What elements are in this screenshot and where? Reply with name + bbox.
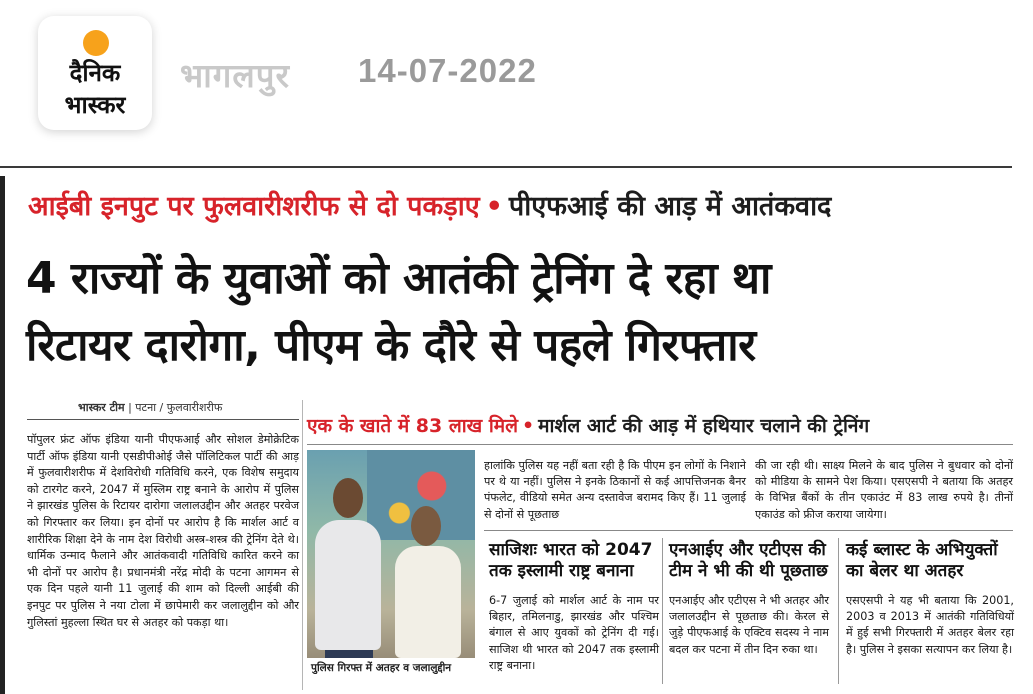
intro-paragraph-a: हालांकि पुलिस यह नहीं बता रही है कि पीएम इन लोगों के निशाने पर थे या नहीं। पुलिस ने इनके ठिकानों से कई आपत्तिजनक बैनर पंफलेट, वीडियो समेत अन्य दस्तावेज बरामद किए हैं। 11 जुलाई से दोनों से पूछताछ — [484, 459, 746, 521]
subsection-divider-2 — [838, 538, 839, 684]
edition-date: 14-07-2022 — [358, 52, 537, 89]
headline-line-2: रिटायर दारोगा, पीएम के दौरे से पहले गिरफ्तार — [26, 320, 756, 371]
byline-divider — [27, 419, 299, 420]
photo-person-2-head — [411, 506, 441, 546]
article-photo — [307, 450, 475, 678]
sun-icon — [83, 30, 109, 56]
section-divider — [484, 530, 1013, 531]
sub-kicker-bullet: • — [522, 415, 535, 437]
edition-city: भागलपुर — [180, 56, 290, 95]
subsection-1-heading: साजिशः भारत को 2047 तक इस्लामी राष्ट्र बनाना — [489, 540, 653, 581]
sub-kicker-red-text: एक के खाते में 83 लाख मिले — [307, 415, 518, 437]
subsection-2-heading: एनआईए और एटीएस की टीम ने भी की थी पूछताछ — [669, 540, 828, 581]
article-kicker — [28, 186, 1013, 223]
subsection-3-heading: कई ब्लास्ट के अभियुक्तों का बेलर था अतहर — [846, 540, 998, 581]
photo-person-1-head — [333, 478, 363, 518]
photo-caption: पुलिस गिरफ्त में अतहर व जलालुद्दीन — [307, 658, 475, 678]
article-body: पॉपुलर फ्रंट ऑफ इंडिया यानी पीएफआई और सोशल डेमोक्रेटिक पार्टी ऑफ इंडिया यानी एसडीपीओई जैसे पॉलिटिकल पार्टी की आड़ में फुलवारीशरीफ में देशविरोधी गतिविधि करने, एक विशेष समुदाय को टारगेट करने, 2047 में मुस्लिम राष्ट्र बनाने के आरोप में पुलिस ने झारखंड पुलिस के रिटायर दारोगा जलालउद्दीन और अतहर परवेज को गिरफ्तार कर लिया। इन दोनों पर आरोप है कि मार्शल आर्ट व शारीरिक शिक्षा देने के नाम देश विरोधी अस्त्र-शस्त्र की ट्रेनिंग देते थे। धार्मिक उन्माद फैलाने और आतंकवादी गतिविधि कारित करने का भी दोनों पर आरोप है। प्रधानमंत्री नरेंद्र मोदी के पटना आगमन से एक दिन पहले यानी 11 जुलाई की शाम को दिल्ली आईबी की इनपुट पर पुलिस ने नया टोला में छापेमारी कर जलालुद्दीन को और गुलिस्तां मुहल्ला स्थित घर से अतहर को पकड़ा था। — [27, 433, 299, 629]
clipping-edge — [0, 176, 5, 694]
subsection-divider-1 — [662, 538, 663, 684]
header-divider — [0, 166, 1012, 168]
logo-text-line1: दैनिक — [69, 59, 121, 87]
subsection-1-text: 6-7 जुलाई को मार्शल आर्ट के नाम पर बिहार, तमिलनाडु, झारखंड और पश्चिम बंगाल से आए युवकों को ट्रेनिंग दी गई। साजिश थी भारत को 2047 तक इस्लामी राष्ट्र बनाना। — [489, 594, 659, 672]
byline-place: | पटना / फुलवारीशरीफ — [124, 401, 223, 414]
sub-kicker-black-text: मार्शल आर्ट की आड़ में हथियार चलाने की ट्रेनिंग — [538, 415, 870, 437]
photo-person-1 — [315, 520, 381, 650]
kicker-red-text: आईबी इनपुट पर फुलवारीशरीफ से दो पकड़ाए — [28, 191, 480, 222]
byline — [78, 400, 222, 415]
intro-paragraph-b: की जा रही थी। साक्ष्य मिलने के बाद पुलिस ने बुधवार को दोनों को मीडिया के सामने पेश किया। एसएसपी ने बताया कि अतहर के विभिन्न बैंकों के तीन एकाउंट में 83 लाख रुपये है। तीनों एकाउंड को फ्रीज कराया जायेगा। — [755, 459, 1013, 521]
kicker-black-text: पीएफआई की आड़ में आतंकवाद — [508, 191, 832, 222]
kicker-bullet: • — [485, 191, 503, 222]
sub-kicker-divider — [307, 444, 1013, 445]
headline-line-1: 4 राज्यों के युवाओं को आतंकी ट्रेनिंग दे रहा था — [26, 253, 771, 304]
dainik-bhaskar-logo[interactable] — [38, 16, 152, 130]
subsection-3-text: एसएसपी ने यह भी बताया कि 2001, 2003 व 2013 में आतंकी गतिविधियों में हुई सभी गिरफ्तारी में अतहर बेलर रहा है। पुलिस ने इसका सत्यापन कर लिया है। — [846, 594, 1014, 656]
sub-kicker — [307, 412, 1013, 444]
byline-author: भास्कर टीम — [78, 401, 125, 414]
subsection-2-text: एनआईए और एटीएस ने भी अतहर और जलालउद्दीन से पूछताछ की। केरल से जुड़े पीएफआई के एक्टिव सदस्य ने नाम बदल कर पटना में तीन दिन रुका था। — [669, 594, 829, 656]
photo-person-2 — [395, 546, 461, 658]
logo-text-line2: भास्कर — [64, 91, 126, 119]
column-divider — [302, 400, 303, 690]
